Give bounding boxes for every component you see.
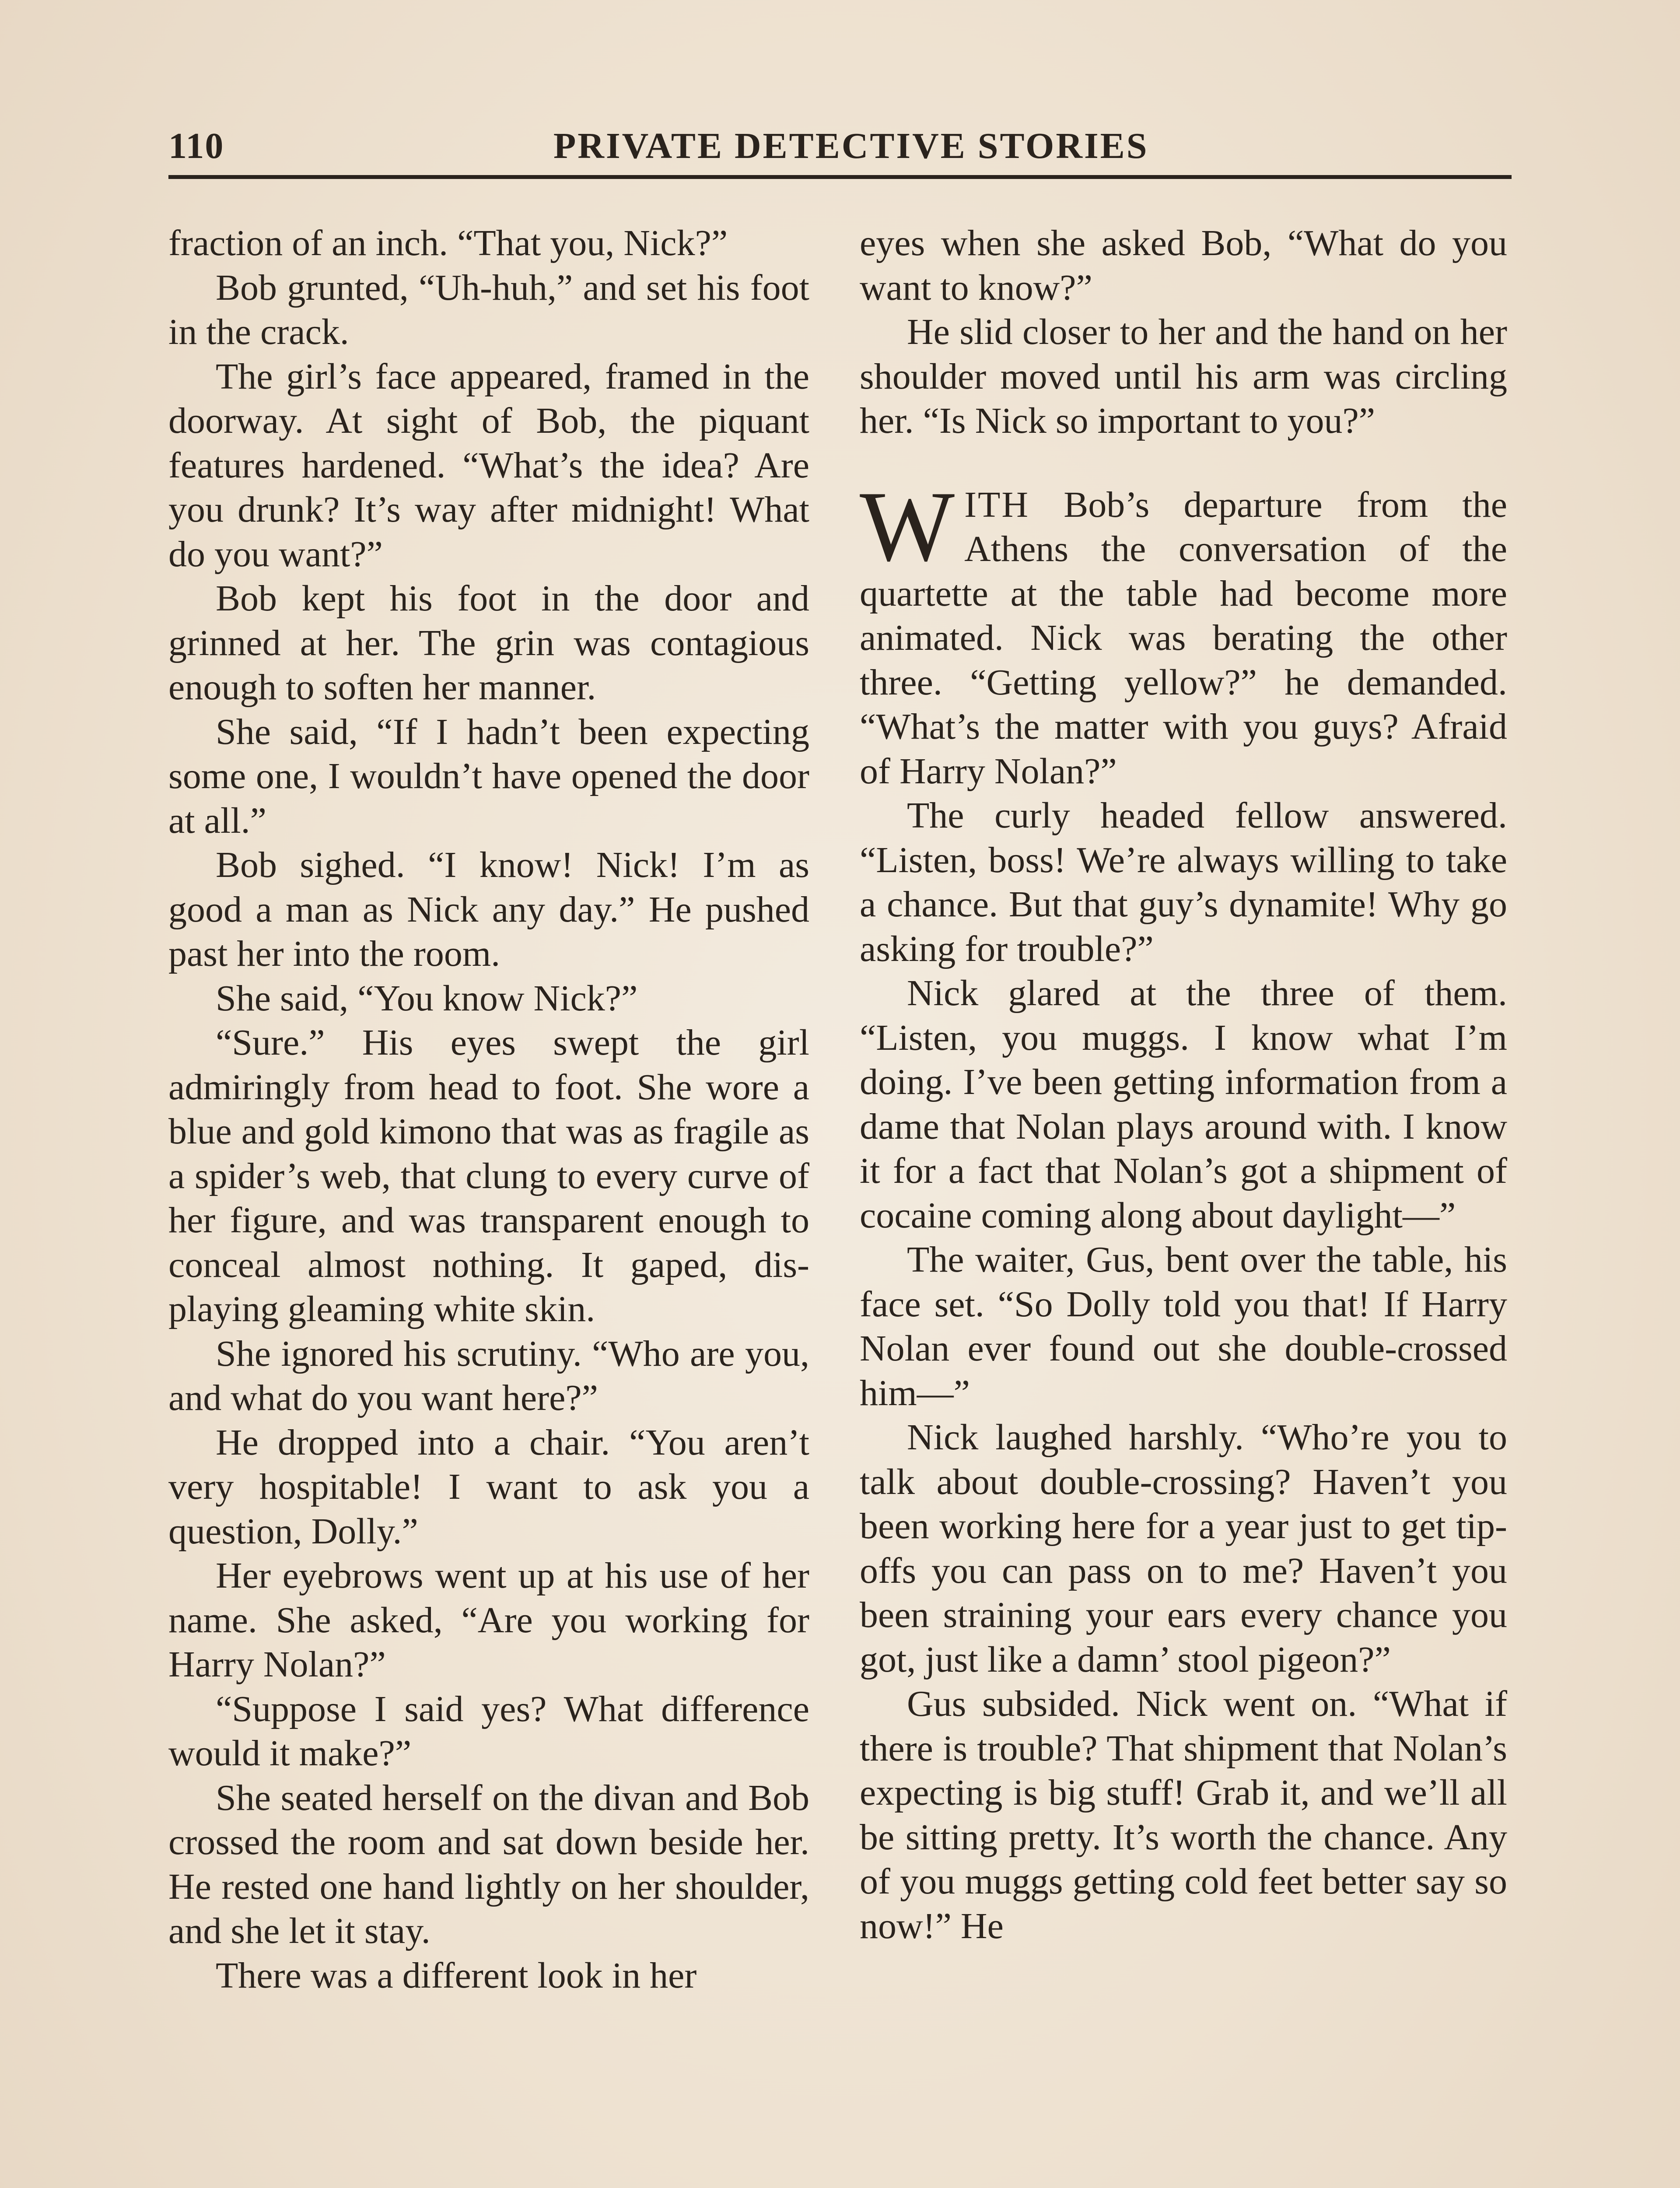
- paragraph: She said, “You know Nick?”: [216, 978, 638, 1019]
- paragraph: Nick glared at the three of them. “Listen, you muggs. I know what I’m doing. I’ve been getting information from a dame that Nolan plays around with. I know it for a fact that Nolan’s got a shipment of cocaine coming along about daylight—”: [860, 973, 1507, 1236]
- paragraph: “Sure.” His eyes swept the girl admiringly from head to foot. She wore a blue and gold kimono that was as fragile as a spider’s web, that clung to every curve of her figure, and was transparent enough to conceal almost nothing. It gaped, displaying gleaming white skin.: [168, 1022, 809, 1329]
- dropcap-paragraph: [860, 470, 1507, 794]
- paragraph: The curly headed fellow answered. “Listen, boss! We’re always willing to take a chance. But that guy’s dynamite! Why go asking for trouble?”: [860, 795, 1507, 969]
- paragraph: Gus subsided. Nick went on. “What if there is trouble? That shipment that Nolan’s expecting is big stuff! Grab it, and we’ll all be sitting pretty. It’s worth the chance. Any of you muggs getting cold feet better say so now!” He: [860, 1683, 1507, 1946]
- paragraph: Bob grunted, “Uh-huh,” and set his foot in the crack.: [168, 267, 809, 352]
- paragraph: He slid closer to her and the hand on her shoulder moved until his arm was circling her. “Is Nick so important to you?”: [860, 312, 1507, 441]
- paragraph: She said, “If I hadn’t been expecting some one, I wouldn’t have opened the door at all.”: [168, 711, 809, 841]
- paragraph: There was a different look in her: [216, 1955, 697, 1996]
- paragraph: The waiter, Gus, bent over the table, his face set. “So Dolly told you that! If Harry Nolan ever found out she double-crossed him—”: [860, 1239, 1507, 1413]
- header-rule: [168, 175, 1512, 179]
- paragraph: eyes when she asked Bob, “What do you want to know?”: [860, 223, 1507, 308]
- paragraph: “Suppose I said yes? What difference would it make?”: [168, 1688, 809, 1774]
- dropcap-paragraph-text: Bob’s departure from the Athens the conversation of the quartette at the table had become more animated. Nick was berating the other three. “Getting yellow?” he demanded. “What’s the matter with you guys? Afraid of Harry Nolan?”: [860, 484, 1507, 792]
- section-break: [860, 443, 1507, 483]
- paragraph: The girl’s face appeared, framed in the doorway. At sight of Bob, the piquant features hardened. “What’s the idea? Are you drunk? It’s way after midnight! What do you want?”: [168, 356, 809, 575]
- paragraph: She ignored his scrutiny. “Who are you, and what do you want here?”: [168, 1333, 809, 1418]
- page-header: [168, 116, 1512, 182]
- drop-cap: W: [860, 470, 955, 582]
- paragraph: She seated herself on the divan and Bob crossed the room and sat down beside her. He rested one hand lightly on her shoulder, and she let it stay.: [168, 1777, 809, 1951]
- paragraph: Bob sighed. “I know! Nick! I’m as good a man as Nick any day.” He pushed past her into the room.: [168, 845, 809, 974]
- paragraph: He dropped into a chair. “You aren’t very hospitable! I want to ask you a question, Dolly.”: [168, 1422, 809, 1552]
- page-number: 110: [168, 126, 224, 166]
- running-title: PRIVATE DETECTIVE STORIES: [553, 126, 1149, 166]
- paragraph: Her eyebrows went up at his use of her name. She asked, “Are you working for Harry Nolan?”: [168, 1555, 809, 1685]
- paragraph: fraction of an inch. “That you, Nick?”: [168, 223, 728, 263]
- left-column: [168, 221, 809, 1998]
- paragraph: Bob kept his foot in the door and grinned at her. The grin was contagious enough to soften her manner.: [168, 578, 809, 708]
- dropcap-lead: ITH: [964, 484, 1030, 525]
- paragraph: Nick laughed harshly. “Who’re you to talk about double-crossing? Haven’t you been working here for a year just to get tip-offs you can pass on to me? Haven’t you been straining your ears every chance you got, just like a damn’ stool pigeon?”: [860, 1417, 1507, 1680]
- right-column: [860, 221, 1507, 1948]
